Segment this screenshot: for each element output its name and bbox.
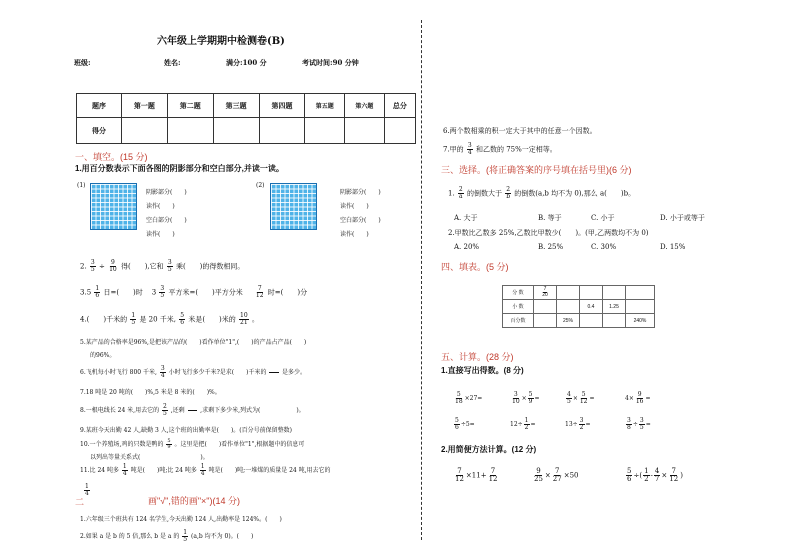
- simplify-item: $\frac{9}{25}$ × $\frac{7}{27}$ ×50: [534, 467, 579, 483]
- calc-item: $\frac{5}{6}$ ÷5=: [455, 417, 475, 431]
- section-1-title: 一、填空。(15 分): [75, 152, 148, 162]
- fill-cell[interactable]: [534, 314, 557, 328]
- score-header-cell: 第六题: [345, 94, 385, 118]
- section-2-fraction: $\frac{1}{4}$: [85, 483, 89, 497]
- score-cell[interactable]: [259, 118, 305, 144]
- question-3: 3.5 $\frac{1}{6}$ 日=( )时 3 $\frac{3}{5}$ 平方米=( )平方分米 $\frac{7}{12}$ 时=( )分: [80, 285, 308, 299]
- fill-cell: 1.25: [603, 300, 626, 314]
- question-7: 7.18 吨是 20 吨的( )%,5 米是 8 米的( )%。: [80, 389, 221, 396]
- choice-question-2: 2.甲数比乙数多 25%,乙数比甲数少( )。(甲,乙两数均不为 0): [448, 229, 649, 237]
- score-cell[interactable]: [122, 118, 168, 144]
- fill-cell[interactable]: [557, 286, 580, 300]
- question-4: 4.( )千米的 $\frac{1}{5}$ 是 20 千米, $\frac{5}{6}$ 米是( )米的 $\frac{10}{21}$ 。: [80, 312, 259, 326]
- choice-option[interactable]: D. 小于或等于: [660, 214, 705, 222]
- choice-question-1: 1. $\frac{2}{a}$ 的倒数大于 $\frac{2}{b}$ 的倒数(a,b 均不为 0),那么 a( )b。: [448, 186, 636, 200]
- section-2-title-b: 画"√",错的画"×")(14 分): [148, 496, 240, 506]
- fill-cell[interactable]: [626, 300, 655, 314]
- calc-item: $\frac{3}{10}$ × $\frac{5}{9}$ =: [512, 391, 540, 405]
- score-header-cell: 第二题: [167, 94, 213, 118]
- tf-question-2: 2.如果 a 是 b 的 5 倍,那么 b 是 a 的 $\frac{1}{5}$ (a,b 均不为 0)。( ): [80, 529, 254, 543]
- fig2-line: 读作( ): [340, 203, 369, 210]
- fig2-line: 阴影部分( ): [340, 189, 381, 196]
- choice-option[interactable]: D. 15%: [660, 243, 686, 251]
- fill-cell[interactable]: [626, 286, 655, 300]
- question-8: 8.一根电线长 24 米,用去它的 $\frac{2}{5}$ ,还剩 ,求剩下多少米,列式为( )。: [80, 403, 305, 417]
- name-label: 姓名:: [164, 58, 181, 67]
- fill-cell: 0.4: [580, 300, 603, 314]
- calc-item: 12÷ $\frac{1}{2}$ =: [510, 417, 536, 431]
- fig1-line: 读作( ): [146, 231, 175, 238]
- fill-cell[interactable]: [534, 300, 557, 314]
- question-5b: 的96%。: [90, 352, 116, 359]
- figure-2-label: (2): [256, 182, 265, 189]
- fill-cell: 分 数: [503, 286, 534, 300]
- score-header-cell: 第五题: [305, 94, 345, 118]
- simplify-item: $\frac{5}{6}$ ÷( $\frac{1}{2}$ - $\frac{4}{7}$ × $\frac{7}{12}$ ): [627, 467, 683, 483]
- fill-cell: 25%: [557, 314, 580, 328]
- section-3-title: 三、选择。(将正确答案的序号填在括号里)(6 分): [441, 165, 632, 175]
- tf-question-7: 7.甲的 $\frac{3}{4}$ 和乙数的 75%一定相等。: [443, 142, 557, 156]
- calc-question-1: 1.直接写出得数。(8 分): [441, 366, 524, 375]
- question-5a: 5.某产品的合格率是96%,是把该产品的( )看作单位"1",( )的产品占产品( ): [80, 339, 307, 346]
- calc-item: 4× $\frac{9}{16}$ =: [625, 391, 651, 405]
- exam-time-label: 考试时间:90 分钟: [302, 58, 359, 67]
- question-1: 1.用百分数表示下面各图的阴影部分和空白部分,并读一读。: [75, 164, 284, 173]
- choice-option[interactable]: A. 大于: [454, 214, 478, 222]
- calc-item: $\frac{3}{8}$ ÷ $\frac{3}{5}$ =: [627, 417, 651, 431]
- choice-option[interactable]: B. 25%: [538, 243, 564, 251]
- grid-figure-1: [90, 183, 137, 230]
- score-cell[interactable]: [213, 118, 259, 144]
- score-header-cell: 总分: [384, 94, 415, 118]
- column-divider: [421, 20, 422, 540]
- score-cell[interactable]: [345, 118, 385, 144]
- question-10a: 10.一个养殖场,鸡的只数是鸭的 $\frac{5}{9}$ 。这里是把( )看作单位"1",根据题中的信息可: [80, 438, 305, 450]
- score-cell[interactable]: [167, 118, 213, 144]
- fill-cell[interactable]: [603, 314, 626, 328]
- fig1-line: 读作( ): [146, 203, 175, 210]
- fig1-line: 阴影部分( ): [146, 189, 187, 196]
- fig2-line: 空白部分( ): [340, 217, 381, 224]
- fill-cell: 小 数: [503, 300, 534, 314]
- class-label: 班级:: [74, 58, 91, 67]
- question-11: 11.比 24 吨多 $\frac{1}{4}$ 吨是( )吨;比 24 吨多 $\frac{1}{4}$ 吨是( )吨;一堆煤的质量是 24 吨,用去它的: [80, 463, 331, 477]
- score-header-cell: 第一题: [122, 94, 168, 118]
- section-5-title: 五、计算。(28 分): [441, 352, 514, 362]
- fig2-line: 读作( ): [340, 231, 369, 238]
- fill-cell: 百分数: [503, 314, 534, 328]
- tf-question-1: 1.六年级三个班共有 124 名学生,今天出勤 124 人,出勤率是 124%。( ): [80, 516, 282, 523]
- question-10b: 以列出等量关系式( )。: [90, 454, 209, 461]
- calc-item: $\frac{5}{18}$ ×27=: [455, 391, 483, 405]
- calc-item: 13÷ $\frac{3}{2}$ =: [565, 417, 591, 431]
- question-6: 6.飞机每小时飞行 800 千米, $\frac{3}{4}$ 小时飞行多少千米?是求( )千米的 是多少。: [80, 365, 306, 379]
- full-score-label: 满分:100 分: [226, 58, 267, 67]
- choice-option[interactable]: B. 等于: [538, 214, 562, 222]
- fill-table: [502, 285, 655, 328]
- score-header-cell: 第三题: [213, 94, 259, 118]
- fill-cell: 240%: [626, 314, 655, 328]
- fill-cell[interactable]: [580, 314, 603, 328]
- fill-cell[interactable]: [603, 286, 626, 300]
- question-9: 9.某班今天出勤 42 人,缺勤 3 人,这个班的出勤率是( )。(百分号前保留整数): [80, 427, 292, 434]
- fill-cell: $\frac{7}{20}$: [534, 286, 557, 300]
- grid-figure-2: [270, 183, 317, 230]
- question-2: 2. $\frac{3}{5}$ ÷ $\frac{9}{10}$ 得( ),它和 $\frac{3}{5}$ 乘( )的得数相同。: [80, 259, 245, 273]
- score-header-cell: 第四题: [259, 94, 305, 118]
- choice-option[interactable]: C. 小于: [591, 214, 615, 222]
- fill-cell[interactable]: [580, 286, 603, 300]
- score-cell[interactable]: [384, 118, 415, 144]
- fill-cell[interactable]: [557, 300, 580, 314]
- page-title: 六年级上学期期中检测卷(B): [157, 36, 285, 47]
- calc-item: $\frac{4}{5}$ × $\frac{5}{12}$ =: [567, 391, 595, 405]
- score-header-cell: 题序: [77, 94, 122, 118]
- section-4-title: 四、填表。(5 分): [441, 262, 509, 272]
- section-2-title-a: 二: [75, 497, 85, 507]
- calc-question-2: 2.用简便方法计算。(12 分): [441, 445, 537, 454]
- simplify-item: $\frac{7}{12}$ ×11+ $\frac{7}{12}$: [455, 467, 498, 483]
- score-row-label: 得分: [77, 118, 122, 144]
- score-table: [76, 93, 416, 144]
- choice-option[interactable]: A. 20%: [454, 243, 480, 251]
- score-cell[interactable]: [305, 118, 345, 144]
- figure-1-label: (1): [77, 182, 86, 189]
- tf-question-6: 6.两个数相乘的积一定大于其中的任意一个因数。: [443, 127, 597, 135]
- choice-option[interactable]: C. 30%: [591, 243, 617, 251]
- fig1-line: 空白部分( ): [146, 217, 187, 224]
